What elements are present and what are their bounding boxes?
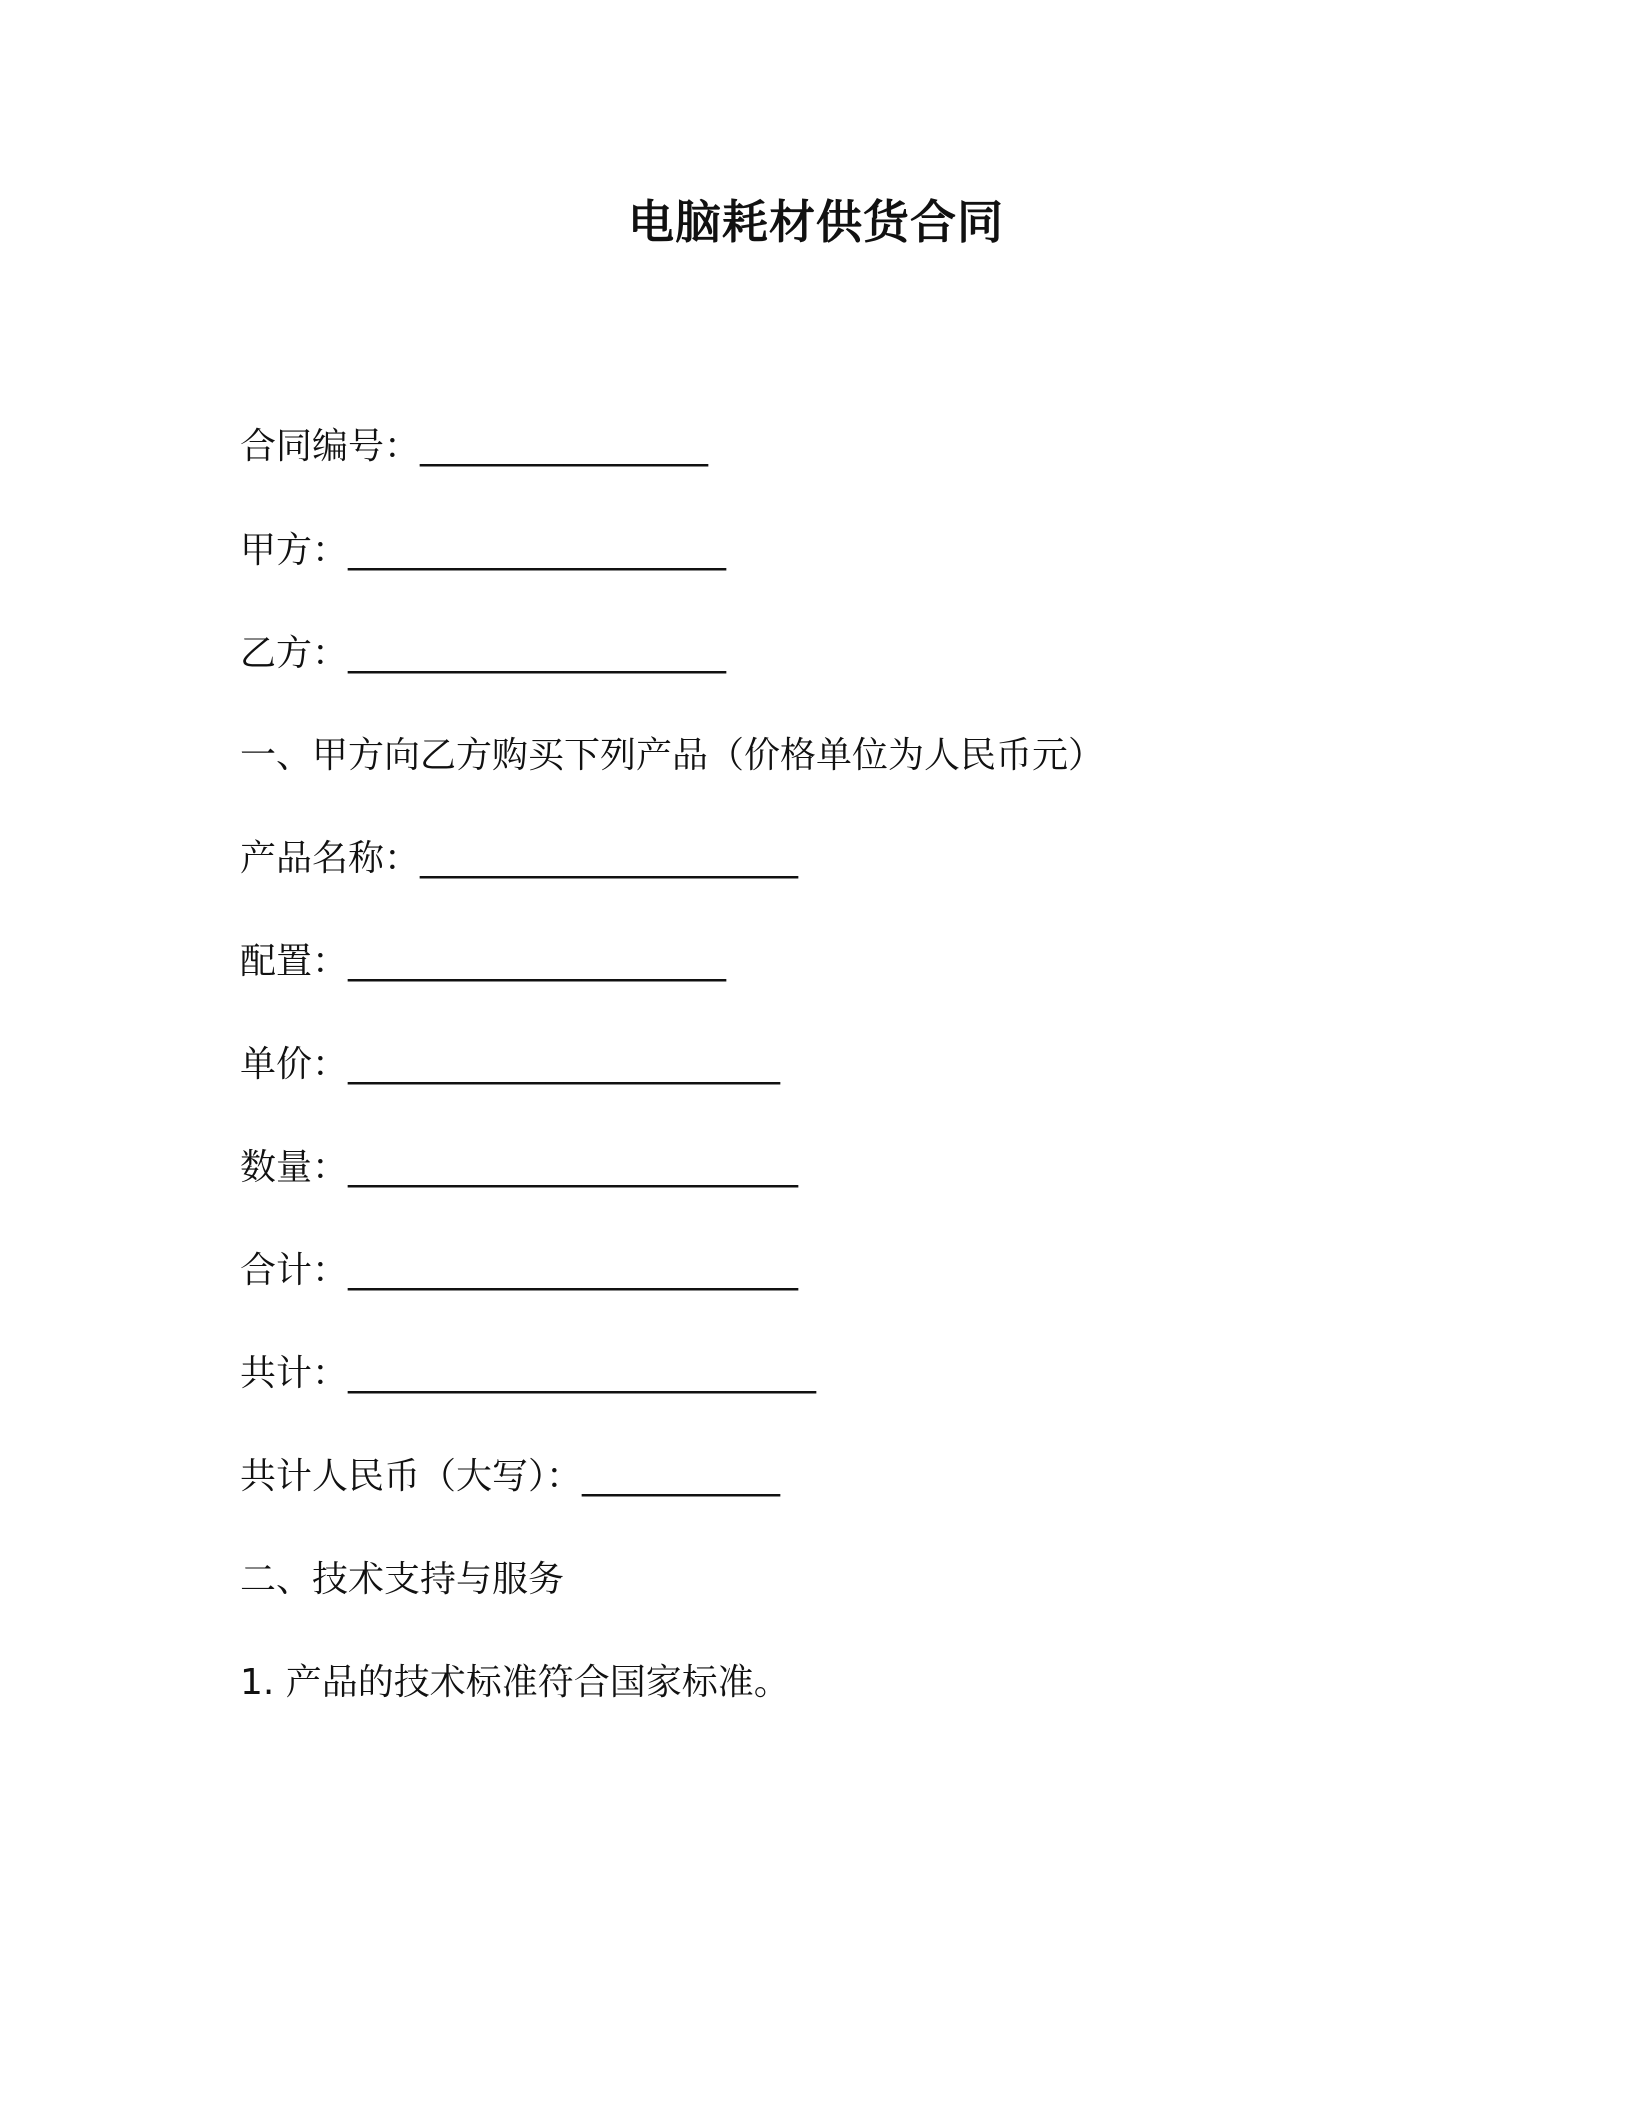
quantity-blank: _________________________ <box>348 1147 799 1188</box>
document-title: 电脑耗材供货合同 <box>628 195 1004 249</box>
unit-price-label: 单价： <box>240 1044 349 1085</box>
party-a-field <box>240 526 726 576</box>
quantity-field <box>240 1143 798 1193</box>
contract-number-field <box>240 422 708 472</box>
contract-number-blank: ________________ <box>420 426 709 467</box>
product-name-field <box>240 834 798 884</box>
configuration-label: 配置： <box>240 941 349 982</box>
party-a-label: 甲方： <box>240 530 349 571</box>
quantity-label: 数量： <box>240 1147 349 1188</box>
section-1-heading: 一、甲方向乙方购买下列产品（价格单位为人民币元） <box>240 735 1105 776</box>
total-field <box>240 1349 816 1399</box>
subtotal-label: 合计： <box>240 1250 349 1291</box>
total-label: 共计： <box>240 1353 349 1394</box>
subtotal-field <box>240 1246 798 1296</box>
party-b-field <box>240 629 726 679</box>
party-a-blank: _____________________ <box>348 530 727 571</box>
total-blank: __________________________ <box>348 1353 817 1394</box>
total-rmb-uppercase-blank: ___________ <box>582 1456 781 1497</box>
section-2-item-1: 1. 产品的技术标准符合国家标准。 <box>240 1662 790 1703</box>
configuration-field <box>240 937 726 987</box>
contract-number-label: 合同编号： <box>240 426 421 467</box>
party-b-blank: _____________________ <box>348 633 727 674</box>
section-2-heading: 二、技术支持与服务 <box>240 1559 565 1600</box>
product-name-label: 产品名称： <box>240 838 421 879</box>
party-b-label: 乙方： <box>240 633 349 674</box>
configuration-blank: _____________________ <box>348 941 727 982</box>
unit-price-blank: ________________________ <box>348 1044 781 1085</box>
total-rmb-uppercase-label: 共计人民币（大写）： <box>240 1456 583 1497</box>
subtotal-blank: _________________________ <box>348 1250 799 1291</box>
unit-price-field <box>240 1040 780 1090</box>
total-rmb-uppercase-field <box>240 1452 780 1502</box>
product-name-blank: _____________________ <box>420 838 799 879</box>
